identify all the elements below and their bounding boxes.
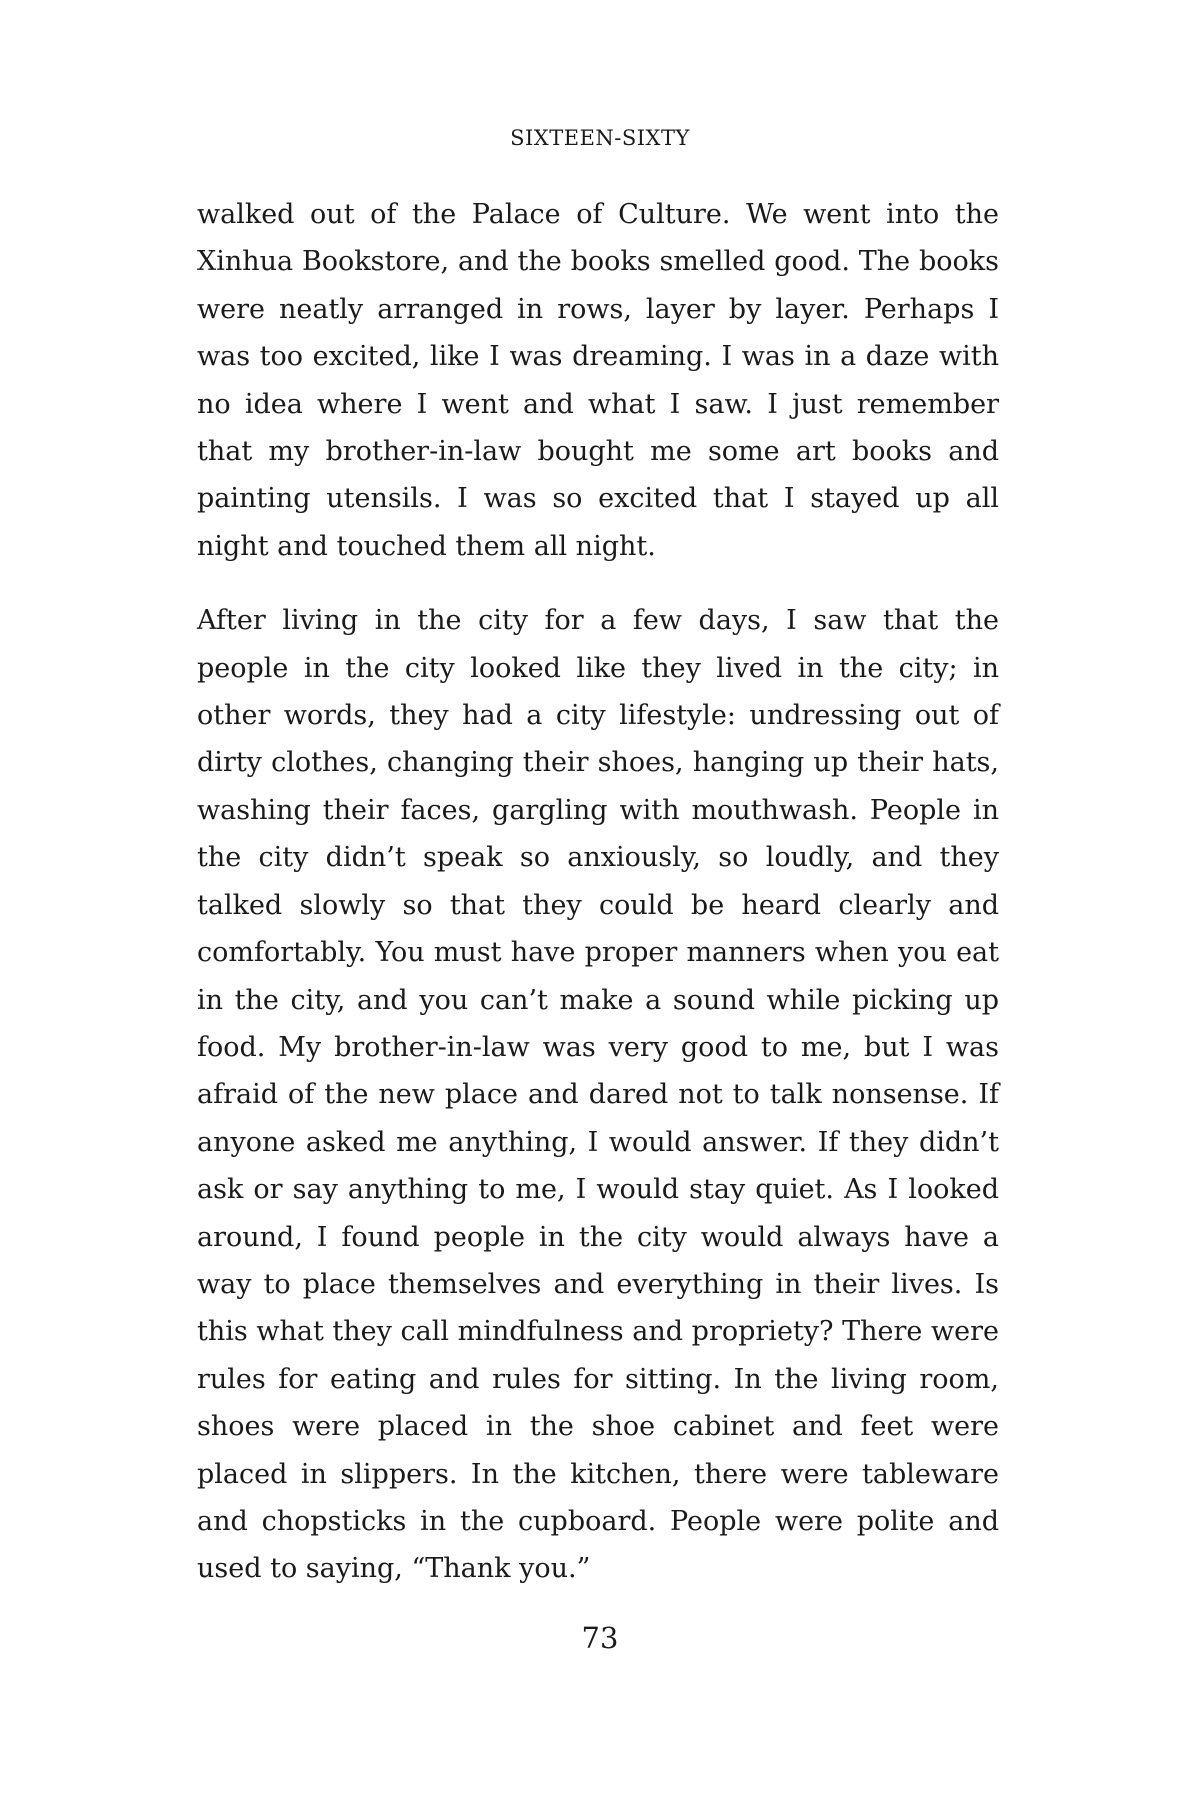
paragraph-2: After living in the city for a few days, I saw that the people in the city looked like they lived in the city; in other words, they had a city lifestyle: undressing out of dirty clothes, changing their shoes, hanging up their hats, washing their faces, gargling with mouthwash. People in the city didn’t speak so anxiously, so loudly, and they talked slowly so that they could be heard clearly and comfortably. You must have proper manners when you eat in the city, and you can’t make a sound while picking up food. My brother-in-law was very good to me, but I was afraid of the new place and dared not to talk nonsense. If anyone asked me anything, I would answer. If they didn’t ask or say anything to me, I would stay quiet. As I looked around, I found people in the city would always have a way to place themselves and everything in their lives. Is this what they call mindfulness and propriety? There were rules for eating and rules for sitting. In the living room, shoes were placed in the shoe cabinet and feet were placed in slippers. In the kitchen, there were tableware and chopsticks in the cupboard. People were polite and used to saying, “Thank you.” — [197, 605, 999, 1585]
body-text — [197, 191, 999, 1593]
running-head: SIXTEEN-SIXTY — [510, 126, 690, 150]
paragraph-1: walked out of the Palace of Culture. We went into the Xinhua Bookstore, and the books smelled good. The books were neatly arranged in rows, layer by layer. Perhaps I was too excited, like I was dreaming. I was in a daze with no idea where I went and what I saw. I just remember that my brother-in-law bought me some art books and painting utensils. I was so excited that I stayed up all night and touched them all night. — [197, 199, 999, 562]
page-number: 73 — [581, 1621, 619, 1655]
